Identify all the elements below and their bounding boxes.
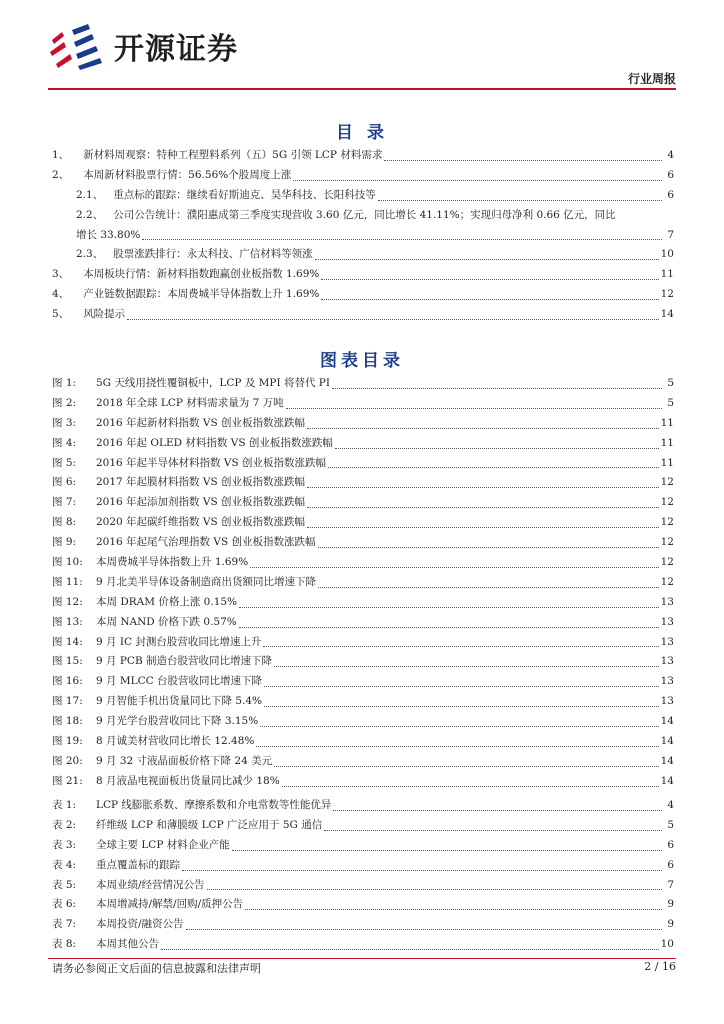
toc-entry-text-cont: 增长 33.80% [76, 228, 141, 241]
figure-entry[interactable] [52, 414, 674, 434]
toc-entry[interactable] [52, 285, 674, 305]
figure-entry-page: 14 [660, 715, 674, 728]
figure-entry-text: 9 月 IC 封测台股营收同比增速上升 [96, 635, 262, 648]
toc-entry-text: 股票涨跌排行：永太科技、广信材料等领涨 [113, 248, 313, 261]
toc-entry-page: 7 [667, 228, 674, 241]
figure-entry-label: 图 7: [52, 496, 77, 509]
table-entry[interactable] [52, 856, 674, 876]
toc-leader-dots [207, 888, 662, 890]
logo-mark-icon [48, 22, 108, 70]
toc-entry-page: 10 [660, 248, 674, 261]
table-entry-page: 6 [667, 838, 674, 851]
figure-entry-text: 2016 年起半导体材料指数 VS 创业板指数涨跌幅 [96, 456, 327, 469]
toc-leader-dots [263, 645, 658, 647]
figure-entry-page: 14 [660, 754, 674, 767]
figure-entry-page: 13 [660, 675, 674, 688]
toc-leader-dots [274, 665, 659, 667]
toc-entry-page: 6 [667, 168, 674, 181]
toc-leader-dots [286, 407, 662, 409]
toc-leader-dots [324, 829, 662, 831]
figure-entry-text: 8 月液晶电视面板出货量同比减少 18% [96, 774, 280, 787]
toc-entry-text: 风险提示 [83, 308, 126, 321]
table-entry-text: 本周其他公告 [96, 938, 159, 951]
figure-entry-page: 12 [660, 575, 674, 588]
toc-leader-dots [332, 387, 662, 389]
figure-entry-page: 12 [660, 476, 674, 489]
figure-entry-page: 11 [660, 456, 674, 469]
figure-entry-page: 5 [667, 396, 674, 409]
figure-entry-page: 5 [667, 376, 674, 389]
figure-entry[interactable] [52, 613, 674, 633]
toc-entry-text: 新材料周观察：特种工程塑料系列（五）5G 引领 LCP 材料需求 [83, 148, 383, 161]
figure-entry-text: 9 月智能手机出货量同比下降 5.4% [96, 695, 263, 708]
toc-entry-text: 公司公告统计：濮阳惠成第三季度实现营收 3.60 亿元，同比增长 41.11%；实现归母净利 0.66 亿元，同比 [113, 208, 616, 221]
toc-leader-dots [318, 586, 659, 588]
toc-entry[interactable] [52, 166, 674, 186]
figure-entry-label: 图 2: [52, 396, 77, 409]
toc-entry-page: 12 [660, 288, 674, 301]
figure-entry[interactable] [52, 553, 674, 573]
figure-entry[interactable] [52, 752, 674, 772]
toc-leader-dots [318, 546, 659, 548]
toc-entry-page: 11 [660, 268, 674, 281]
toc-leader-dots [264, 705, 659, 707]
figure-entry[interactable] [52, 633, 674, 653]
toc-leader-dots [328, 466, 659, 468]
table-entry-page: 9 [667, 918, 674, 931]
figure-entry-label: 图 4: [52, 436, 77, 449]
figure-entry[interactable] [52, 394, 674, 414]
company-logo [48, 18, 308, 70]
table-entry-label: 表 4: [52, 858, 77, 871]
figure-entry-text: 9 月 MLCC 台股营收同比增速下降 [96, 675, 262, 688]
figure-entry[interactable] [52, 712, 674, 732]
toc-leader-dots [378, 199, 662, 201]
figure-entry-text: 9 月北美半导体设备制造商出货额同比增速下降 [96, 575, 317, 588]
toc-leader-dots [307, 486, 659, 488]
table-entry[interactable] [52, 876, 674, 896]
figure-entry-label: 图 6: [52, 476, 77, 489]
figure-entry-text: 8 月诚美材营收同比增长 12.48% [96, 735, 255, 748]
table-entry[interactable] [52, 915, 674, 935]
table-list [52, 796, 674, 955]
figure-entry-label: 图 16: [52, 675, 83, 688]
figure-entry-page: 13 [660, 595, 674, 608]
figure-entry-page: 13 [660, 615, 674, 628]
figure-entry[interactable] [52, 473, 674, 493]
toc-leader-dots [282, 785, 659, 787]
toc-leader-dots [307, 427, 659, 429]
toc-entry-text: 重点标的跟踪：继续看好斯迪克、昊华科技、长阳科技等 [113, 188, 376, 201]
table-entry-page: 5 [667, 818, 674, 831]
toc-leader-dots [333, 809, 662, 811]
table-entry-label: 表 3: [52, 838, 77, 851]
toc-leader-dots [127, 318, 658, 320]
figure-entry-label: 图 21: [52, 774, 83, 787]
table-entry-text: LCP 线膨胀系数、摩擦系数和介电常数等性能优异 [96, 798, 332, 811]
figure-entry[interactable] [52, 573, 674, 593]
table-entry-text: 本周投资/融资公告 [96, 918, 184, 931]
figure-entry[interactable] [52, 454, 674, 474]
toc-entry-text: 产业链数据跟踪：本周费城半导体指数上升 1.69% [83, 288, 320, 301]
toc-entry[interactable] [52, 265, 674, 285]
toc-entry-number: 1、 [52, 148, 70, 161]
figure-entry[interactable] [52, 513, 674, 533]
toc-leader-dots [232, 849, 662, 851]
toc-leader-dots [335, 447, 659, 449]
figure-entry-label: 图 9: [52, 536, 77, 549]
figure-entry-text: 本周 NAND 价格下跌 0.57% [96, 615, 237, 628]
figure-entry-label: 图 12: [52, 595, 83, 608]
toc-entry-number: 2.1、 [76, 188, 104, 201]
toc-leader-dots [321, 278, 658, 280]
table-entry-label: 表 5: [52, 878, 77, 891]
toc-entry-text: 本周板块行情：新材料指数跑赢创业板指数 1.69% [83, 268, 320, 281]
toc-entry-page: 4 [667, 148, 674, 161]
toc-leader-dots [186, 928, 662, 930]
figure-entry-text: 5G 天线用挠性覆铜板中，LCP 及 MPI 将替代 PI [96, 376, 331, 389]
toc-leader-dots [315, 258, 659, 260]
table-entry-page: 6 [667, 858, 674, 871]
figure-entry-label: 图 1: [52, 376, 77, 389]
figure-entry[interactable] [52, 374, 674, 394]
page-header [48, 18, 676, 88]
toc-leader-dots [250, 566, 658, 568]
figure-entry-page: 13 [660, 695, 674, 708]
table-entry-page: 9 [667, 898, 674, 911]
toc-entry-number: 2.2、 [76, 208, 104, 221]
figure-entry[interactable] [52, 593, 674, 613]
figure-entry[interactable] [52, 533, 674, 553]
toc-entry-number: 3、 [52, 268, 70, 281]
table-entry[interactable] [52, 836, 674, 856]
toc-entry[interactable] [52, 186, 674, 206]
toc-leader-dots [239, 626, 659, 628]
figure-entry-label: 图 20: [52, 754, 83, 767]
figure-entry[interactable] [52, 732, 674, 752]
figure-entry-page: 13 [660, 635, 674, 648]
toc-entry[interactable] [52, 245, 674, 265]
figure-entry-page: 12 [660, 556, 674, 568]
table-entry-text: 重点覆盖标的跟踪 [96, 858, 180, 871]
table-entry-text: 纤维级 LCP 和薄膜级 LCP 广泛应用于 5G 通信 [96, 818, 323, 831]
toc-leader-dots [182, 869, 662, 871]
toc-leader-dots [239, 606, 659, 608]
figure-entry-text: 2018 年全球 LCP 材料需求量为 7 万吨 [96, 396, 284, 409]
toc-entry[interactable] [52, 146, 674, 166]
toc-entry-number: 2、 [52, 168, 70, 181]
table-entry[interactable] [52, 895, 674, 915]
footer-rule [48, 958, 676, 959]
figure-entry-label: 图 3: [52, 416, 77, 429]
figure-entry-text: 9 月光学台股营收同比下降 3.15% [96, 715, 259, 728]
figure-entry-label: 图 19: [52, 735, 83, 748]
toc-leader-dots [260, 725, 658, 727]
figure-entry-text: 2016 年起新材料指数 VS 创业板指数涨跌幅 [96, 416, 306, 429]
table-entry-label: 表 7: [52, 918, 77, 931]
table-entry-page: 7 [667, 878, 674, 891]
toc-entry-page: 14 [660, 308, 674, 321]
page-number: 2 / 16 [644, 960, 676, 973]
figure-entry-label: 图 15: [52, 655, 83, 668]
table-entry[interactable] [52, 796, 674, 816]
figure-entry-page: 13 [660, 655, 674, 668]
toc-leader-dots [293, 179, 662, 181]
figure-entry[interactable] [52, 652, 674, 672]
figure-entry-text: 本周费城半导体指数上升 1.69% [96, 556, 249, 568]
toc-entry-number: 4、 [52, 288, 70, 301]
company-name: 开源证券 [114, 32, 238, 67]
table-entry-text: 本周增减持/解禁/回购/质押公告 [96, 898, 244, 911]
toc-entry[interactable] [52, 305, 674, 325]
toc-list [52, 146, 674, 325]
table-entry-label: 表 8: [52, 938, 77, 951]
toc-entry[interactable] [52, 206, 674, 226]
figure-entry-text: 2016 年起尾气治理指数 VS 创业板指数涨跌幅 [96, 536, 316, 549]
figure-entry-text: 9 月 PCB 制造台股营收同比增速下降 [96, 655, 273, 668]
toc-entry-number: 2.3、 [76, 248, 104, 261]
toc-entry-continued[interactable] [52, 226, 674, 246]
figure-entry-page: 12 [660, 516, 674, 529]
table-entry[interactable] [52, 935, 674, 955]
toc-entry-number: 5、 [52, 308, 70, 321]
footer-disclaimer: 请务必参阅正文后面的信息披露和法律声明 [52, 962, 261, 975]
table-entry-page: 10 [660, 938, 674, 951]
figure-entry-text: 2016 年起 OLED 材料指数 VS 创业板指数涨跌幅 [96, 436, 333, 449]
toc-leader-dots [274, 765, 659, 767]
figure-entry-text: 2016 年起添加剂指数 VS 创业板指数涨跌幅 [96, 496, 306, 509]
toc-leader-dots [161, 948, 659, 950]
table-entry-text: 全球主要 LCP 材料企业产能 [96, 838, 230, 851]
figure-toc-title: 图表目录 [320, 351, 404, 371]
toc-leader-dots [264, 685, 659, 687]
toc-entry-text: 本周新材料股票行情：56.56%个股周度上涨 [83, 168, 292, 181]
figure-entry[interactable] [52, 434, 674, 454]
table-entry-label: 表 6: [52, 898, 77, 911]
figure-entry[interactable] [52, 692, 674, 712]
table-entry-label: 表 2: [52, 818, 77, 831]
figure-entry-page: 14 [660, 774, 674, 787]
figure-entry[interactable] [52, 772, 674, 792]
toc-leader-dots [321, 298, 658, 300]
figure-list [52, 374, 674, 792]
toc-leader-dots [245, 908, 662, 910]
toc-leader-dots [384, 159, 662, 161]
figure-entry-page: 11 [660, 416, 674, 429]
figure-entry[interactable] [52, 672, 674, 692]
toc-leader-dots [307, 506, 659, 508]
table-entry-page: 4 [667, 798, 674, 811]
figure-entry-text: 2017 年起膜材料指数 VS 创业板指数涨跌幅 [96, 476, 306, 489]
figure-entry-page: 12 [660, 496, 674, 509]
report-type: 行业周报 [627, 72, 676, 86]
figure-entry-text: 本周 DRAM 价格上涨 0.15% [96, 595, 238, 608]
figure-entry-page: 11 [660, 436, 674, 449]
figure-entry-label: 图 17: [52, 695, 83, 708]
figure-entry-page: 12 [660, 536, 674, 549]
table-entry-label: 表 1: [52, 798, 77, 811]
figure-entry-label: 图 14: [52, 635, 83, 648]
toc-title: 目 录 [336, 123, 388, 143]
figure-entry-label: 图 5: [52, 456, 77, 469]
figure-entry-page: 14 [660, 735, 674, 748]
toc-entry-page: 6 [667, 188, 674, 201]
figure-entry-label: 图 10: [52, 556, 83, 568]
toc-leader-dots [142, 238, 662, 240]
table-entry[interactable] [52, 816, 674, 836]
figure-entry-label: 图 13: [52, 615, 83, 628]
figure-entry-label: 图 18: [52, 715, 83, 728]
figure-entry[interactable] [52, 493, 674, 513]
header-rule [48, 88, 676, 90]
figure-entry-text: 9 月 32 寸液晶面板价格下降 24 美元 [96, 754, 273, 767]
toc-leader-dots [307, 526, 659, 528]
figure-entry-text: 2020 年起碳纤维指数 VS 创业板指数涨跌幅 [96, 516, 306, 529]
figure-entry-label: 图 8: [52, 516, 77, 529]
figure-entry-label: 图 11: [52, 575, 83, 588]
table-entry-text: 本周业绩/经营情况公告 [96, 878, 205, 891]
toc-leader-dots [256, 745, 658, 747]
